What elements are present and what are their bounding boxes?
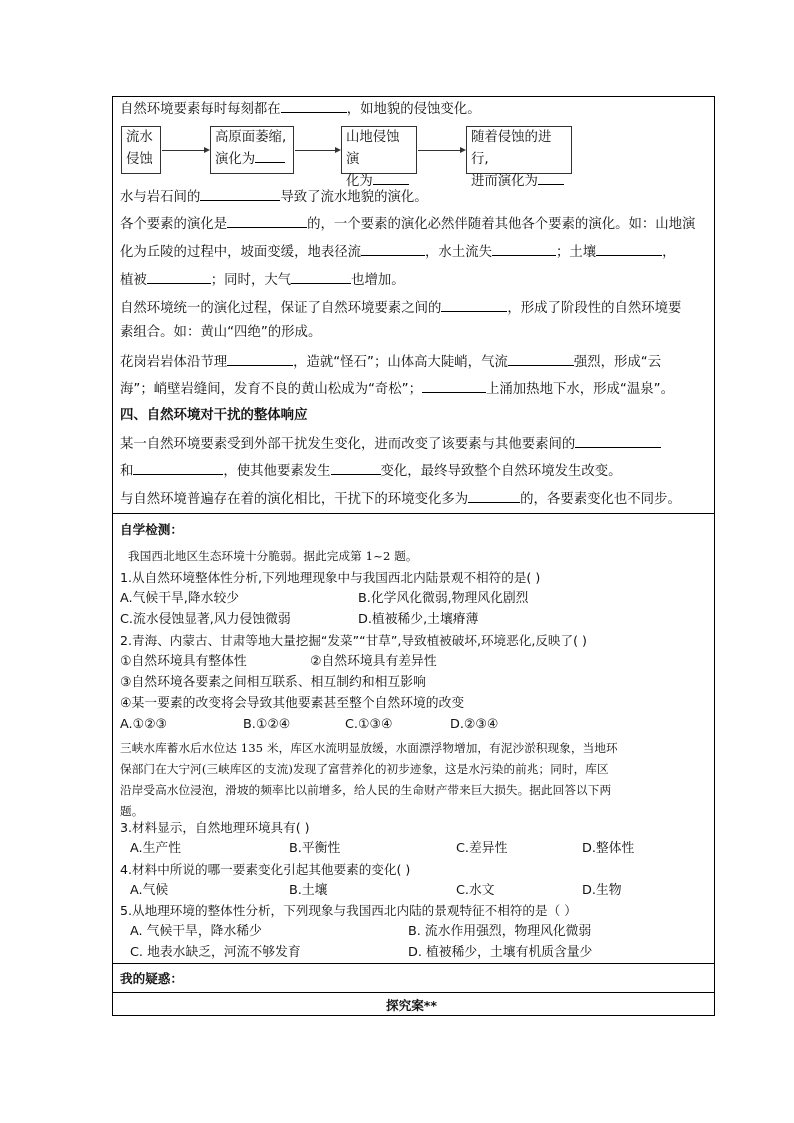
q4-option-b[interactable]: B.土壤: [289, 883, 328, 898]
paragraph-line: 素组合。如：黄山“四绝”的形成。: [120, 325, 322, 340]
q5-option-b[interactable]: B. 流水作用强烈，物理风化微弱: [408, 924, 592, 939]
flow-arrow: [295, 150, 339, 151]
q2-option-a[interactable]: A.①②③: [120, 717, 168, 732]
blank-field[interactable]: [133, 462, 223, 475]
q5-option-d[interactable]: D. 植被稀少，土壤有机质含量少: [408, 945, 593, 960]
row-divider: [112, 513, 715, 514]
blank-field[interactable]: [422, 380, 486, 393]
paragraph-line: 各个要素的演化是 的，一个要素的演化必然伴随着其他各个要素的演化。如：山地演: [120, 217, 696, 232]
paragraph-line: 和 ，使其他要素发生 变化，最终导致整个自然环境发生改变。: [120, 464, 622, 479]
row-divider: [112, 992, 715, 993]
material-text: 题。: [120, 804, 144, 818]
flow-box-plateau: 高原面萎缩, 演化为: [210, 126, 294, 174]
blank-field[interactable]: [508, 353, 574, 366]
paragraph-line: 水与岩石间的 导致了流水地貌的演化。: [120, 190, 428, 205]
q2-option-c[interactable]: C.①③④: [345, 717, 393, 732]
section-title: 四、自然环境对干扰的整体响应: [120, 408, 308, 423]
paragraph-line: 某一自然环境要素受到外部干扰发生变化，进而改变了该要素与其他要素间的: [120, 435, 661, 453]
blank-field[interactable]: [492, 243, 556, 256]
blank-field[interactable]: [281, 100, 347, 113]
blank-field[interactable]: [596, 243, 662, 256]
blank-field[interactable]: [575, 435, 661, 448]
q3-option-a[interactable]: A.生产性: [130, 841, 181, 856]
paragraph-line: 自然环境统一的演化过程，保证了自然环境要素之间的 ，形成了阶段性的自然环境要: [120, 301, 682, 316]
paragraph-line: 海”；峭壁岩缝间，发育不良的黄山松成为“奇松”； 上涌加热地下水，形成“温泉”。: [120, 382, 674, 397]
material-text: 三峡水库蓄水后水位达 135 米，库区水流明显放缓，水面漂浮物增加，有泥沙淤积现象，当地环: [120, 741, 618, 755]
q3-option-d[interactable]: D.整体性: [582, 841, 635, 856]
row-divider: [112, 963, 715, 964]
flow-box-mountain: 山地侵蚀演 化为: [341, 126, 417, 174]
q5-option-c[interactable]: C. 地表水缺乏，河流不够发育: [130, 945, 301, 960]
q4-option-a[interactable]: A.气候: [130, 883, 169, 898]
q2-statement: ④某一要素的改变将会导致其他要素甚至整个自然环境的改变: [120, 696, 465, 711]
material-text: 沿岸受高水位浸泡，滑坡的频率比以前增多，给人民的生命财产带来巨大损失。据此回答以下两: [120, 783, 612, 797]
selfcheck-title: 自学检测：: [120, 522, 183, 537]
q1-option-c[interactable]: C.流水侵蚀显著,风力侵蚀微弱: [120, 612, 291, 627]
intro-line: 自然环境要素每时每刻都在 ，如地貌的侵蚀变化。: [120, 102, 481, 117]
doubts-title: 我的疑惑：: [120, 971, 183, 986]
question-3: 3.材料显示，自然地理环境具有( ): [120, 820, 310, 835]
blank-field[interactable]: [227, 353, 293, 366]
question-4: 4.材料中所说的哪一要素变化引起其他要素的变化( ): [120, 862, 411, 877]
blank-field[interactable]: [291, 271, 351, 284]
q4-option-d[interactable]: D.生物: [582, 883, 622, 898]
q2-statement: ②自然环境具有差异性: [310, 654, 437, 669]
question-intro: 我国西北地区生态环境十分脆弱。据此完成第 1~2 题。: [128, 549, 418, 563]
blank-field[interactable]: [361, 243, 425, 256]
blank-field[interactable]: [227, 215, 307, 228]
paragraph-line: 与自然环境普遍存在着的演化相比，干扰下的环境变化多为 的，各要素变化也不同步。: [120, 492, 681, 507]
q1-option-b[interactable]: B.化学风化微弱,物理风化剧烈: [358, 591, 529, 606]
q2-statement: ③自然环境各要素之间相互联系、相互制约和相互影响: [120, 675, 426, 690]
material-text: 保部门在大宁河(三峡库区的支流)发现了富营养化的初步迹象，这是水污染的前兆；同时，库区: [120, 762, 609, 776]
paragraph-line: 化为丘陵的过程中，坡面变缓，地表径流 ，水土流失 ；土壤 ，: [120, 245, 676, 260]
q2-statement: ①自然环境具有整体性: [120, 654, 247, 669]
q2-option-d[interactable]: D.②③④: [450, 717, 499, 732]
blank-field[interactable]: [255, 150, 285, 163]
blank-field[interactable]: [147, 271, 211, 284]
blank-field[interactable]: [468, 490, 520, 503]
q3-option-b[interactable]: B.平衡性: [289, 841, 341, 856]
blank-field[interactable]: [538, 172, 564, 185]
blank-field[interactable]: [373, 172, 409, 185]
flow-box-erosion: 流水 侵蚀: [121, 126, 161, 174]
blank-field[interactable]: [331, 462, 381, 475]
question-1: 1.从自然环境整体性分析,下列地理现象中与我国西北内陆景观不相符的是( ): [120, 570, 541, 585]
question-5: 5.从地理环境的整体性分析，下列现象与我国西北内陆的景观特征不相符的是（ ）: [120, 903, 577, 918]
question-2: 2.青海、内蒙古、甘肃等地大量挖掘“发菜”“甘草”,导致植被破坏,环境恶化,反映了( ): [120, 633, 587, 648]
q5-option-a[interactable]: A. 气候干旱，降水稀少: [130, 924, 262, 939]
flow-box-further: 随着侵蚀的进行, 进而演化为: [466, 126, 572, 174]
flow-arrow: [162, 150, 208, 151]
blank-field[interactable]: [200, 188, 280, 201]
paragraph-line: 植被 ；同时，大气 也增加。: [120, 273, 405, 288]
q1-option-d[interactable]: D.植被稀少,土壤瘠薄: [358, 612, 479, 627]
q3-option-c[interactable]: C.差异性: [456, 841, 508, 856]
paragraph-line: 花岗岩岩体沿节理 ，造就“怪石”；山体高大陡峭，气流 强烈，形成“云: [120, 355, 662, 370]
blank-field[interactable]: [441, 299, 507, 312]
q2-option-b[interactable]: B.①②④: [243, 717, 291, 732]
flow-arrow: [418, 150, 464, 151]
q1-option-a[interactable]: A.气候干旱,降水较少: [120, 591, 240, 606]
q4-option-c[interactable]: C.水文: [456, 883, 495, 898]
explore-title: 探究案**: [386, 998, 437, 1013]
